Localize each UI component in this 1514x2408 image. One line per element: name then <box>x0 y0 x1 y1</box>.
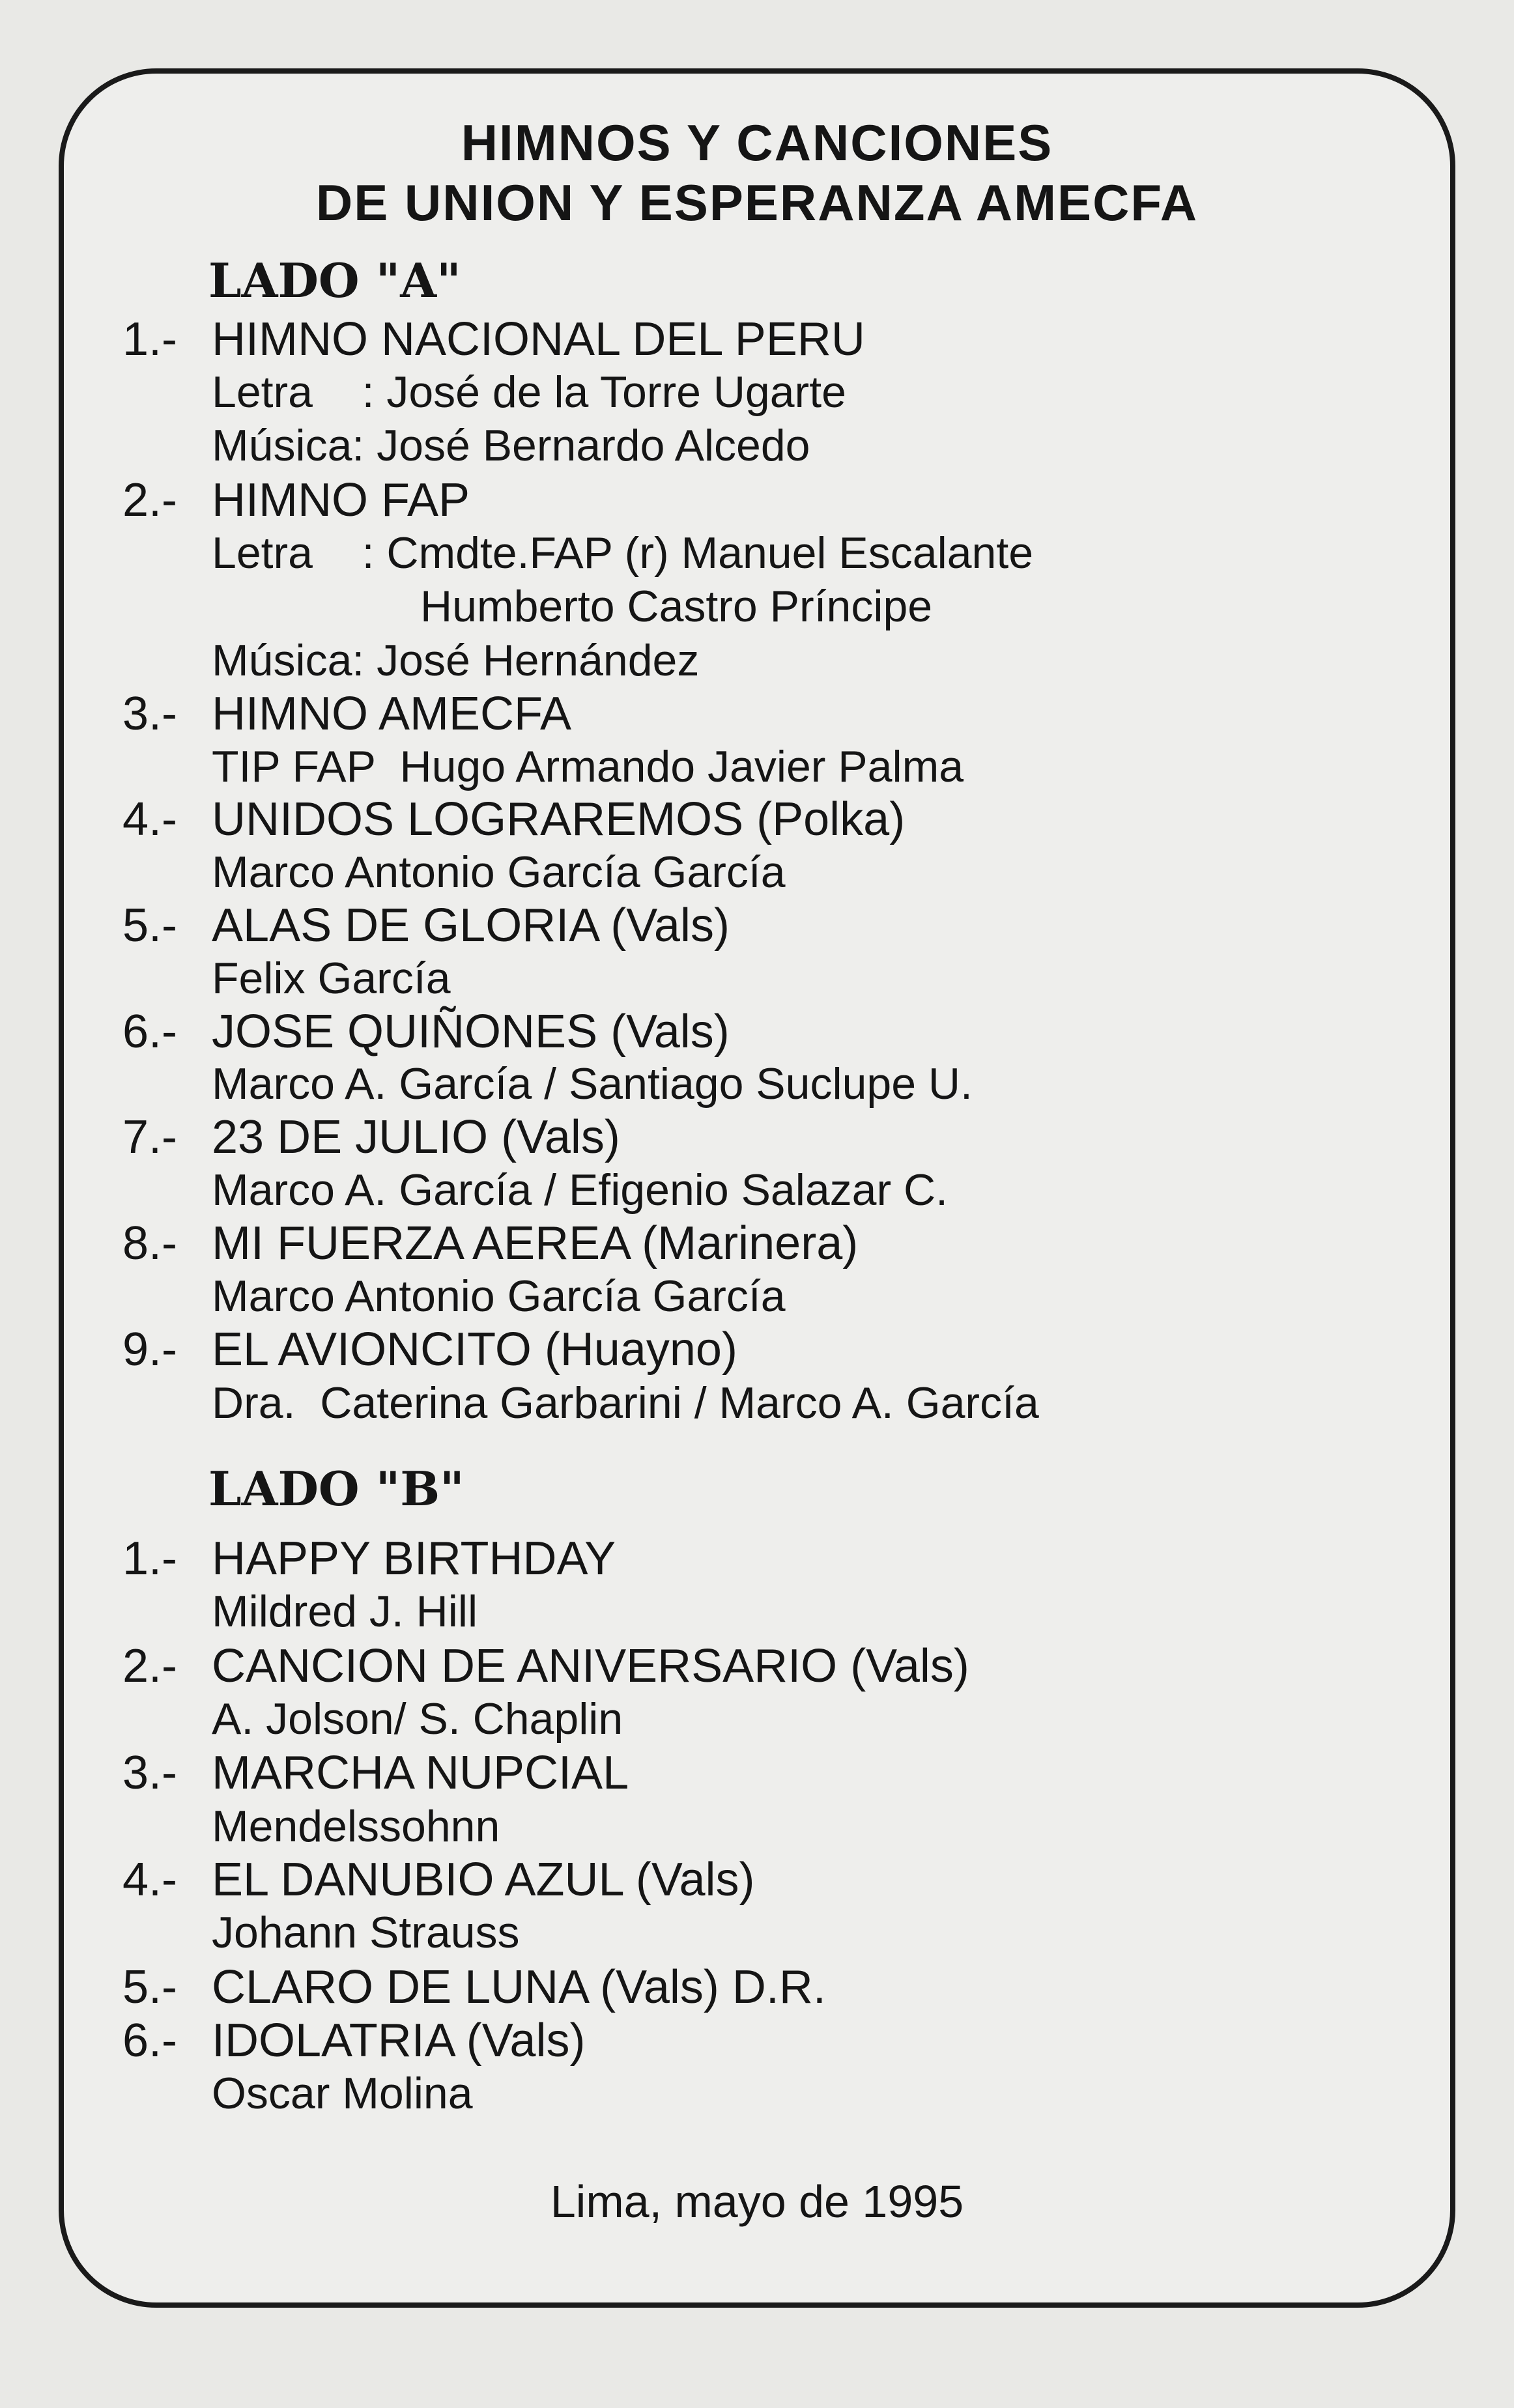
track-title: JOSE QUIÑONES (Vals) <box>212 1006 730 1058</box>
track-title: EL DANUBIO AZUL (Vals) <box>212 1854 755 1906</box>
track-number: 8.- <box>122 1217 178 1269</box>
track-title: HIMNO AMECFA <box>212 688 572 740</box>
track-credit: Marco A. García / Santiago Suclupe U. <box>212 1059 973 1109</box>
track-credit: Marco Antonio García García <box>212 847 786 897</box>
track-title: MARCHA NUPCIAL <box>212 1747 629 1799</box>
side-b-label: LADO "B" <box>208 1461 464 1516</box>
title-line-1: HIMNOS Y CANCIONES <box>461 114 1053 171</box>
track-number: 3.- <box>122 688 178 740</box>
track-number: 2.- <box>122 1640 178 1692</box>
track-number: 6.- <box>122 1006 178 1058</box>
track-title: HIMNO NACIONAL DEL PERU <box>212 313 865 365</box>
track-title: 23 DE JULIO (Vals) <box>212 1111 620 1163</box>
track-title: ALAS DE GLORIA (Vals) <box>212 899 730 952</box>
track-title: HAPPY BIRTHDAY <box>212 1533 616 1585</box>
track-credit: Mendelssohnn <box>212 1802 500 1851</box>
track-number: 5.- <box>122 1961 178 2013</box>
track-credit: Dra. Caterina Garbarini / Marco A. García <box>212 1378 1039 1428</box>
title-line-2: DE UNION Y ESPERANZA AMECFA <box>315 174 1199 231</box>
track-title: CANCION DE ANIVERSARIO (Vals) <box>212 1640 969 1692</box>
track-credit: Letra : José de la Torre Ugarte <box>212 367 846 417</box>
track-title: MI FUERZA AEREA (Marinera) <box>212 1217 859 1269</box>
track-title: CLARO DE LUNA (Vals) D.R. <box>212 1961 826 2013</box>
track-title: EL AVIONCITO (Huayno) <box>212 1324 737 1376</box>
track-number: 4.- <box>122 1854 178 1906</box>
track-number: 3.- <box>122 1747 178 1799</box>
track-credit: TIP FAP Hugo Armando Javier Palma <box>212 742 964 791</box>
track-number: 6.- <box>122 2015 178 2067</box>
track-number: 1.- <box>122 313 178 365</box>
track-credit: Música: José Hernández <box>212 636 700 685</box>
track-title: IDOLATRIA (Vals) <box>212 2015 586 2067</box>
track-number: 7.- <box>122 1111 178 1163</box>
track-credit: Oscar Molina <box>212 2069 473 2118</box>
track-credit: Johann Strauss <box>212 1908 520 1957</box>
track-title: HIMNO FAP <box>212 474 470 526</box>
side-a-label: LADO "A" <box>208 253 461 308</box>
track-number: 1.- <box>122 1533 178 1585</box>
track-credit: A. Jolson/ S. Chaplin <box>212 1694 623 1744</box>
track-credit: Mildred J. Hill <box>212 1587 478 1636</box>
track-credit-continuation: Humberto Castro Príncipe <box>420 582 933 631</box>
track-number: 4.- <box>122 793 178 845</box>
track-title: UNIDOS LOGRAREMOS (Polka) <box>212 793 906 845</box>
track-number: 2.- <box>122 474 178 526</box>
track-credit: Felix García <box>212 954 451 1003</box>
track-number: 5.- <box>122 899 178 952</box>
track-credit: Música: José Bernardo Alcedo <box>212 421 810 470</box>
place-date-footer: Lima, mayo de 1995 <box>550 2176 964 2227</box>
track-credit: Marco Antonio García García <box>212 1271 786 1321</box>
track-credit: Marco A. García / Efigenio Salazar C. <box>212 1165 949 1215</box>
track-credit: Letra : Cmdte.FAP (r) Manuel Escalante <box>212 528 1034 578</box>
track-number: 9.- <box>122 1324 178 1376</box>
